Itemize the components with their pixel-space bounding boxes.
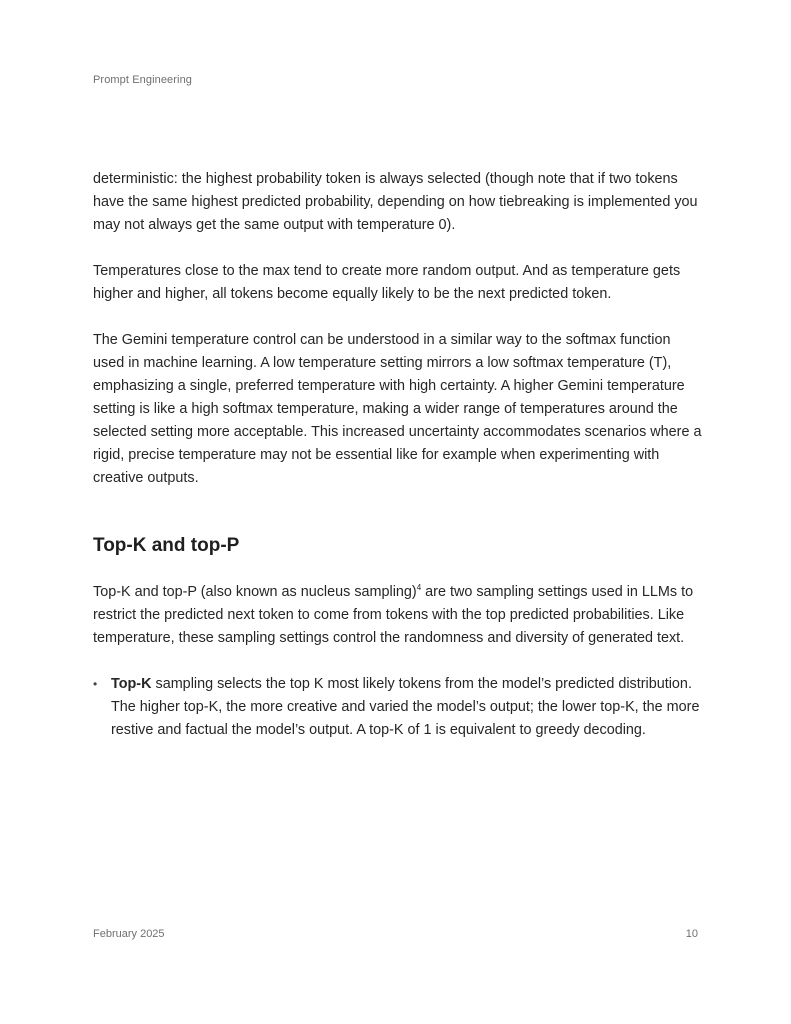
running-header: Prompt Engineering <box>93 74 193 86</box>
footer-date: February 2025 <box>93 928 165 940</box>
intro-text-continued: are two sampling settings used in LLMs to restrict the predicted next token to come from tokens with the top predicted probabilities. Like temperature, these sampling settings control the randomness and diversity of generated text. <box>93 584 694 646</box>
bullet-list <box>93 673 703 742</box>
body-paragraph: Temperatures close to the max tend to create more random output. And as temperature gets higher and higher, all tokens become equally likely to be the next predicted token. <box>93 263 681 302</box>
body-paragraph: The Gemini temperature control can be understood in a similar way to the softmax function used in machine learning. A low temperature setting mirrors a low softmax temperature (T), emphasizing a single, preferred temperature with high certainty. A higher Gemini temperature setting is like a high softmax temperature, making a wider range of temperatures around the selected setting more acceptable. This increased uncertainty accommodates scenarios where a rigid, precise temperature may not be essential like for example when experimenting with creative outputs. <box>93 332 702 486</box>
page-body <box>93 168 703 742</box>
footnote-reference: 4 <box>416 583 422 593</box>
section-intro-paragraph <box>93 581 703 650</box>
section-heading: Top-K and top-P <box>93 535 240 556</box>
list-item <box>93 673 703 742</box>
page-number: 10 <box>685 928 698 940</box>
bullet-icon: • <box>93 677 98 691</box>
bullet-text: sampling selects the top K most likely tokens from the model’s predicted distribution. The higher top-K, the more creative and varied the model’s output; the lower top-K, the more restive and factual the model’s output. A top-K of 1 is equivalent to greedy decoding. <box>111 676 700 738</box>
bullet-term: Top-K <box>111 676 152 692</box>
body-paragraph: deterministic: the highest probability token is always selected (though note that if two tokens have the same highest predicted probability, depending on how tiebreaking is implemented you may not always get the same output with temperature 0). <box>93 171 698 233</box>
intro-text: Top-K and top-P (also known as nucleus sampling) <box>93 584 417 600</box>
